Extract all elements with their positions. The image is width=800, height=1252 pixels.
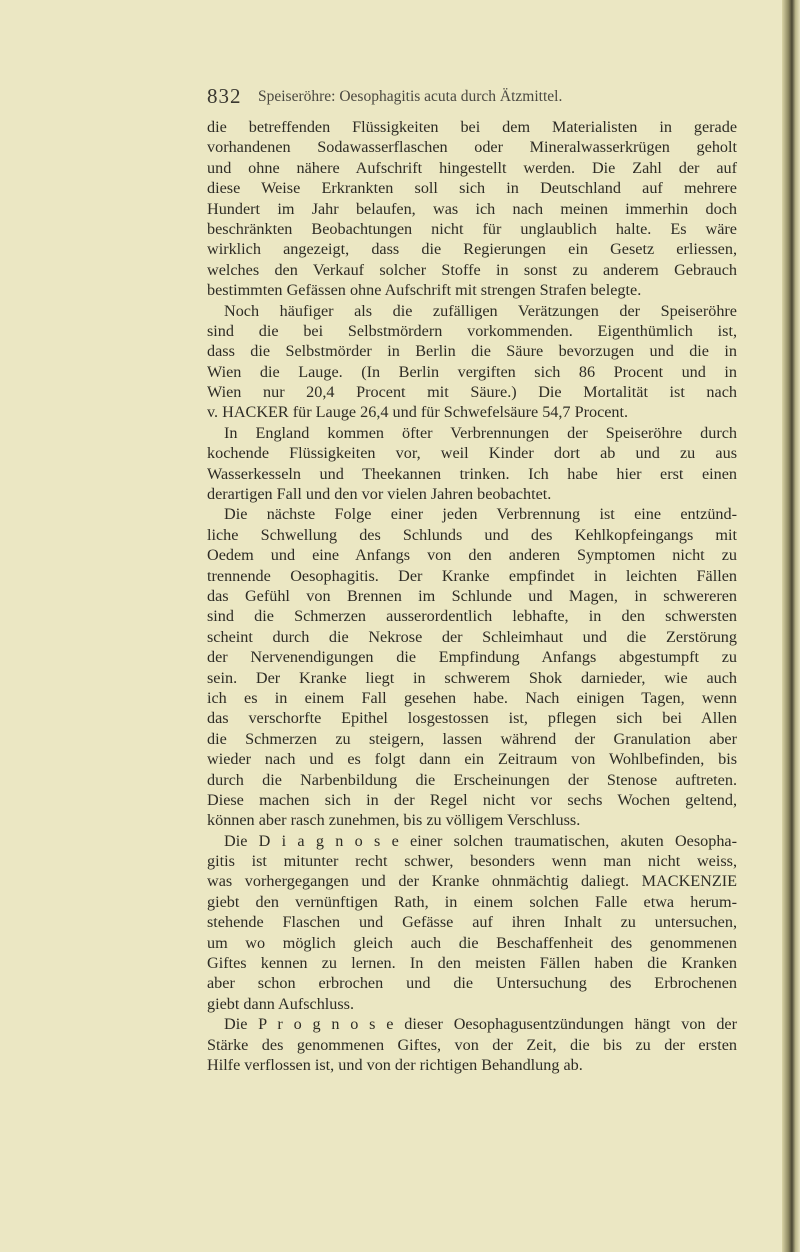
text-line: welches den Verkauf solcher Stoffe in sonst zu anderem Gebrauch <box>207 260 737 279</box>
text-line: das Gefühl von Brennen im Schlunde und Magen, in schwereren <box>207 586 737 605</box>
text-line: derartigen Fall und den vor vielen Jahren beobachtet. <box>207 485 552 504</box>
text-line: bestimmten Gefässen ohne Aufschrift mit strengen Strafen belegte. <box>207 281 642 300</box>
text-line: gitis ist mitunter recht schwer, besonders wenn man nicht weiss, <box>207 852 737 871</box>
text-line: Die D i a g n o s e einer solchen traumatischen, akuten Oesopha- <box>224 831 737 850</box>
running-header: Speiseröhre: Oesophagitis acuta durch Ätzmittel. <box>258 88 563 105</box>
text-line: dass die Selbstmörder in Berlin die Säure bevorzugen und die in <box>207 342 737 361</box>
text-line: und ohne nähere Aufschrift hingestellt werden. Die Zahl der auf <box>207 158 737 177</box>
text-line: giebt den vernünftigen Rath, in einem solchen Falle etwa herum- <box>207 892 737 911</box>
text-line: Hilfe verflossen ist, und von der richtigen Behandlung ab. <box>207 1055 583 1074</box>
text-line: der Nervenendigungen die Empfindung Anfangs abgestumpft zu <box>207 648 737 667</box>
text-line: das verschorfte Epithel losgestossen ist, pflegen sich bei Allen <box>207 709 737 728</box>
text-line: diese Weise Erkrankten soll sich in Deutschland auf mehrere <box>207 179 737 198</box>
text-line: ich es in einem Fall gesehen habe. Nach einigen Tagen, wenn <box>207 688 737 707</box>
text-line: können aber rasch zunehmen, bis zu völligem Verschluss. <box>207 811 581 830</box>
text-line: beschränkten Beobachtungen nicht für unglaublich halte. Es wäre <box>207 219 737 238</box>
text-line: Giftes kennen zu lernen. In den meisten Fällen haben die Kranken <box>207 954 737 973</box>
text-line: scheint durch die Nekrose der Schleimhaut und die Zerstörung <box>207 627 737 646</box>
text-line: Die P r o g n o s e dieser Oesophagusentzündungen hängt von der <box>224 1015 737 1034</box>
text-line: Wasserkesseln und Theekannen trinken. Ich habe hier erst einen <box>207 464 737 483</box>
text-line: vorhandenen Sodawasserflaschen oder Mineralwasserkrügen geholt <box>207 138 737 157</box>
text-line: v. HACKER für Lauge 26,4 und für Schwefelsäure 54,7 Procent. <box>207 403 629 422</box>
text-line: Noch häufiger als die zufälligen Verätzungen der Speiseröhre <box>224 301 737 320</box>
text-line: sind die Schmerzen ausserordentlich lebhafte, in den schwersten <box>207 607 737 626</box>
text-line: giebt dann Aufschluss. <box>207 994 355 1013</box>
text-line: was vorhergegangen und der Kranke ohnmächtig daliegt. MACKENZIE <box>207 872 737 891</box>
text-line: sind die bei Selbstmördern vorkommenden. Eigenthümlich ist, <box>207 321 737 340</box>
text-line: Hundert im Jahr belaufen, was ich nach meinen immerhin doch <box>207 199 737 218</box>
text-line: wirklich angezeigt, dass die Regierungen ein Gesetz erliessen, <box>207 240 737 259</box>
text-line: Diese machen sich in der Regel nicht vor sechs Wochen geltend, <box>207 790 737 809</box>
text-line: Stärke des genommenen Giftes, von der Zeit, die bis zu der ersten <box>207 1035 737 1054</box>
text-line: die Schmerzen zu steigern, lassen während der Granulation aber <box>207 729 737 748</box>
text-line: trennende Oesophagitis. Der Kranke empfindet in leichten Fällen <box>207 566 737 585</box>
text-line: durch die Narbenbildung die Erscheinungen der Stenose auftreten. <box>207 770 737 789</box>
body-text <box>207 117 737 1075</box>
text-line: aber schon erbrochen und die Untersuchung des Erbrochenen <box>207 974 737 993</box>
text-line: Wien nur 20,4 Procent mit Säure.) Die Mortalität ist nach <box>207 383 737 402</box>
text-line: um wo möglich gleich auch die Beschaffenheit des genommenen <box>207 933 737 952</box>
text-line: kochende Flüssigkeiten vor, weil Kinder dort ab und zu aus <box>207 444 737 463</box>
text-line: In England kommen öfter Verbrennungen der Speiseröhre durch <box>224 423 737 442</box>
text-line: wieder nach und es folgt dann ein Zeitraum von Wohlbefinden, bis <box>207 750 737 769</box>
text-line: Wien die Lauge. (In Berlin vergiften sich 86 Procent und in <box>207 362 737 381</box>
book-binding-edge <box>782 0 800 1252</box>
text-line: liche Schwellung des Schlunds und des Kehlkopfeingangs mit <box>207 525 737 544</box>
text-line: die betreffenden Flüssigkeiten bei dem Materialisten in gerade <box>207 118 737 136</box>
text-line: sein. Der Kranke liegt in schwerem Shok darnieder, wie auch <box>207 668 737 687</box>
text-line: stehende Flaschen und Gefässe auf ihren Inhalt zu untersuchen, <box>207 913 737 932</box>
text-line: Oedem und eine Anfangs von den anderen Symptomen nicht zu <box>207 546 737 565</box>
page-number: 832 <box>207 84 242 108</box>
text-line: Die nächste Folge einer jeden Verbrennung ist eine entzünd- <box>224 505 737 524</box>
